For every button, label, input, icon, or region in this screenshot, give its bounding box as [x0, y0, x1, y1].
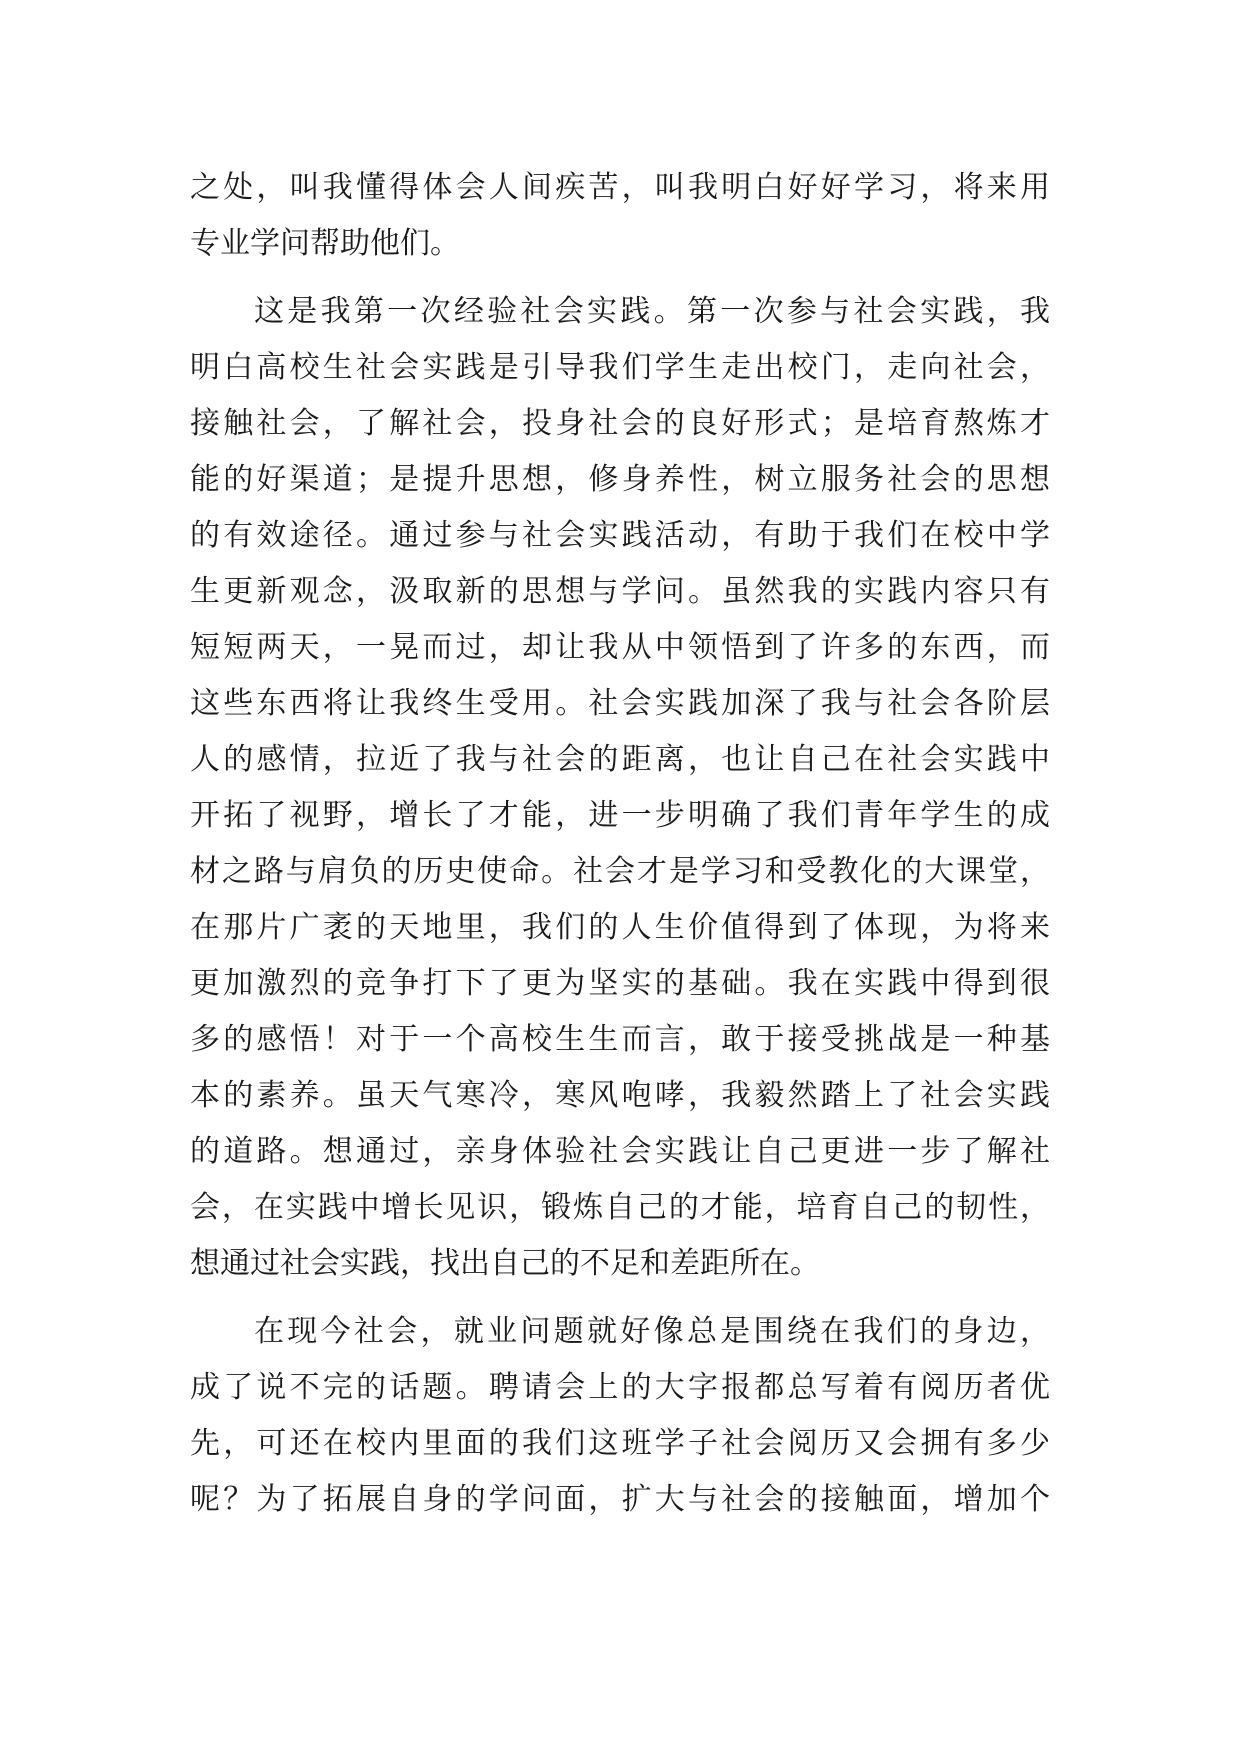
text-line: 会，在实践中增长见识，锻炼自己的才能，培育自己的韧性，: [190, 1190, 1050, 1225]
text-line: 这些东西将让我终生受用。社会实践加深了我与社会各阶层: [190, 686, 1050, 721]
text-line: 专业学问帮助他们。: [190, 226, 460, 261]
text-line: 多的感悟！对于一个高校生生而言，敢于接受挑战是一种基: [190, 1022, 1050, 1057]
document-body: [190, 160, 1050, 1528]
text-line: 能的好渠道；是提升思想，修身养性，树立服务社会的思想: [190, 462, 1050, 497]
text-line: 成了说不完的话题。聘请会上的大字报都总写着有阅历者优: [190, 1370, 1050, 1405]
paragraph: [190, 160, 1050, 272]
text-line: 接触社会，了解社会，投身社会的良好形式；是培育熬炼才: [190, 406, 1050, 441]
text-line: 的道路。想通过，亲身体验社会实践让自己更进一步了解社: [190, 1134, 1050, 1169]
paragraph: [190, 1304, 1050, 1528]
text-line: 明白高校生社会实践是引导我们学生走出校门，走向社会，: [190, 350, 1050, 385]
text-line: 人的感情，拉近了我与社会的距离，也让自己在社会实践中: [190, 742, 1050, 777]
text-line: 开拓了视野，增长了才能，进一步明确了我们青年学生的成: [190, 798, 1050, 833]
text-line: 短短两天，一晃而过，却让我从中领悟到了许多的东西，而: [190, 630, 1050, 665]
text-line: 更加激烈的竞争打下了更为坚实的基础。我在实践中得到很: [190, 966, 1050, 1001]
text-line: 想通过社会实践，找出自己的不足和差距所在。: [190, 1246, 820, 1281]
text-line: 呢？为了拓展自身的学问面，扩大与社会的接触面，增加个: [190, 1482, 1050, 1517]
text-line: 材之路与肩负的历史使命。社会才是学习和受教化的大课堂，: [190, 854, 1050, 889]
text-line: 本的素养。虽天气寒冷，寒风咆哮，我毅然踏上了社会实践: [190, 1078, 1050, 1113]
text-line: 先，可还在校内里面的我们这班学子社会阅历又会拥有多少: [190, 1426, 1050, 1461]
paragraph-gap: [190, 1292, 1050, 1304]
text-line: 在现今社会，就业问题就好像总是围绕在我们的身边，: [254, 1314, 1050, 1349]
text-line: 生更新观念，汲取新的思想与学问。虽然我的实践内容只有: [190, 574, 1050, 609]
text-line: 之处，叫我懂得体会人间疾苦，叫我明白好好学习，将来用: [190, 170, 1050, 205]
text-line: 这是我第一次经验社会实践。第一次参与社会实践，我: [254, 294, 1050, 329]
paragraph-gap: [190, 272, 1050, 284]
text-line: 在那片广袤的天地里，我们的人生价值得到了体现，为将来: [190, 910, 1050, 945]
text-line: 的有效途径。通过参与社会实践活动，有助于我们在校中学: [190, 518, 1050, 553]
paragraph: [190, 284, 1050, 1292]
